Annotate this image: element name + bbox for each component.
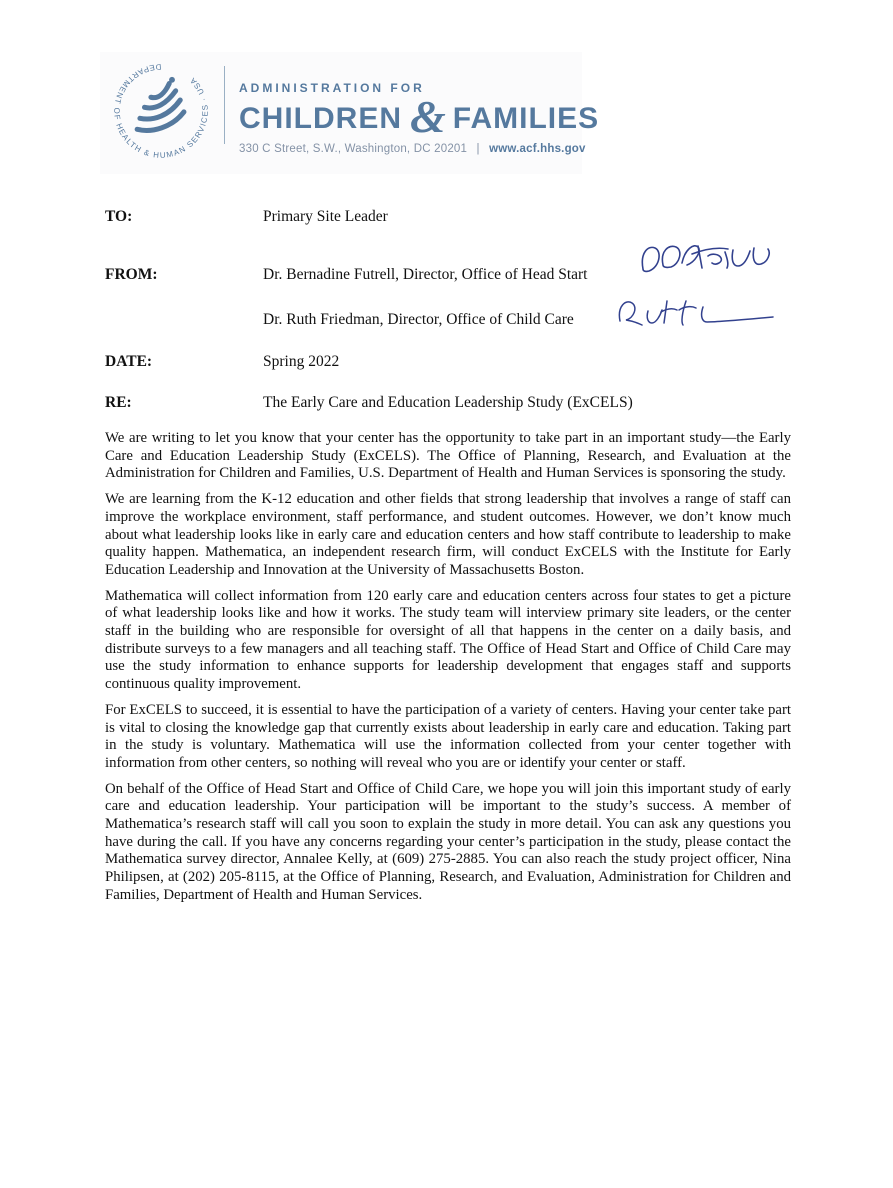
- eagle-icon: [137, 83, 184, 130]
- body-paragraph-2: We are learning from the K-12 education and other fields that strong leadership that involves a range of staff can improve the workplace environment, staff performance, and student outcomes. However, we don’t know much about what leadership looks like in early care and education centers and how staff contribute to leadership to make quality happen. Mathematica, an independent research firm, will conduct ExCELS with the Institute for Early Education Leadership and Innovation at the University of Massachusetts Boston.: [105, 491, 791, 578]
- re-label: RE:: [105, 394, 132, 411]
- letterhead: [100, 52, 600, 174]
- ampersand-glyph: &: [410, 91, 447, 142]
- body-paragraph-1: We are writing to let you know that your center has the opportunity to take part in an important study—the Early Care and Education Leadership Study (ExCELS). The Office of Planning, Research, and Evaluation at the Administration for Children and Families, U.S. Department of Health and Human Services is sponsoring the study.: [105, 430, 791, 482]
- body-paragraph-5: On behalf of the Office of Head Start and Office of Child Care, we hope you will join this important study of early care and education leadership. Your participation will be important to the study’s success. A member of Mathematica’s research staff will call you soon to explain the study in more detail. You can ask any questions you have during the call. If you have any concerns regarding your center’s participation in the study, please contact the Mathematica survey director, Annalee Kelly, at (609) 275-2885. You can also reach the study project officer, Nina Philipsen, at (202) 205-8115, at the Office of Planning, Research, and Evaluation, Administration for Children and Families, Department of Health and Human Services.: [105, 780, 791, 903]
- eagle-head-dot: [169, 76, 175, 82]
- letterhead-address: [239, 143, 599, 155]
- date-label: DATE:: [105, 353, 153, 370]
- date-value: Spring 2022: [263, 353, 340, 370]
- memo-row-from-2: [105, 310, 795, 330]
- from-line-2-text: Dr. Ruth Friedman, Director, Office of Child Care: [263, 311, 574, 328]
- body-paragraph-4: For ExCELS to succeed, it is essential to have the participation of a variety of centers. Having your center take part is vital to closing the knowledge gap that currently exists about leadership in early care and education. Taking part in the study is voluntary. Mathematica will use the information collected from your center together with information from other centers, so nothing will reveal who you are or identify your center or staff.: [105, 701, 791, 771]
- memo-row-date: [105, 352, 795, 372]
- friedman-signature: [613, 294, 778, 332]
- re-value: The Early Care and Education Leadership Study (ExCELS): [263, 394, 633, 411]
- to-value: Primary Site Leader: [263, 208, 388, 225]
- body-paragraph-3: Mathematica will collect information from 120 early care and education centers across four states to get a picture of what leadership looks like and how it works. The study team will interview primary site leaders, or the center staff in the building who are responsible for oversight of all that happens in the center on a daily basis, and distribute surveys to a few managers and all teaching staff. The Office of Head Start and Office of Child Care may use the study information to enhance supports for leadership development that engages staff and supports continuous quality improvement.: [105, 587, 791, 693]
- address-separator: |: [476, 143, 480, 155]
- seal-circular-text: DEPARTMENT OF HEALTH & HUMAN SERVICES · USA: [112, 61, 210, 160]
- from-value-2: [263, 310, 795, 330]
- agency-families: FAMILIES: [452, 102, 600, 135]
- from-value-1: [263, 265, 795, 285]
- agency-line-1: ADMINISTRATION FOR: [239, 81, 425, 95]
- hhs-seal-icon: [106, 56, 216, 171]
- agency-name-block: [239, 71, 599, 155]
- memo-row-from-1: [105, 265, 795, 285]
- street-address: 330 C Street, S.W., Washington, DC 20201: [239, 143, 468, 155]
- agency-children: CHILDREN: [239, 102, 402, 135]
- memo-row-re: [105, 393, 795, 413]
- memo-row-to: [105, 207, 795, 227]
- svg-text:DEPARTMENT OF HEALTH & HUMAN S: [112, 62, 210, 160]
- from-line-1-text: Dr. Bernadine Futrell, Director, Office of Head Start: [263, 266, 588, 283]
- to-label: TO:: [105, 208, 133, 225]
- agency-website: www.acf.hhs.gov: [489, 143, 586, 155]
- letter-body: [105, 430, 791, 913]
- futrell-signature: [635, 237, 780, 287]
- from-label-spacer: [105, 310, 263, 330]
- from-label: FROM:: [105, 266, 158, 283]
- memo-header: [105, 207, 795, 413]
- letterhead-divider: [224, 66, 225, 144]
- agency-line-2: [239, 91, 600, 142]
